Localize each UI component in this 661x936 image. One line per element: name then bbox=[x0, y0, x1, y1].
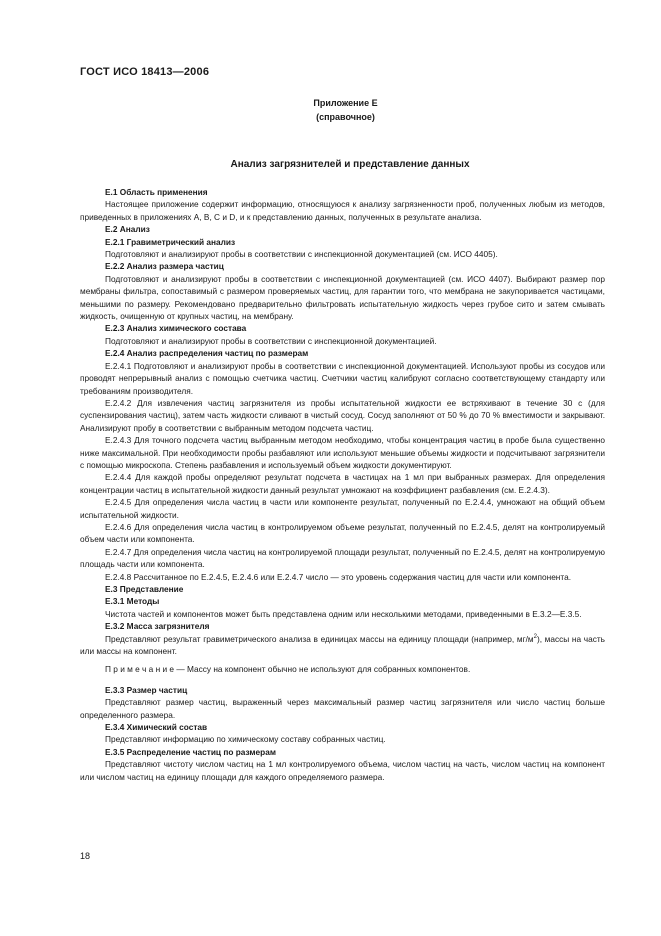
document-body bbox=[80, 186, 605, 783]
section-heading: Е.2 Анализ bbox=[105, 224, 150, 235]
section-heading: Е.1 Область применения bbox=[105, 187, 208, 197]
paragraph: Е.2.4.2 Для извлечения частиц загрязнителя из пробы испытательной жидкости ее встряхивают в течение 30 с (для суспензирования частиц), затем часть жидкости сливают в чистый сосуд. Сосуд заполняют от 50 % до 70 % вместимости и закрывают. Анализируют пробу в соответствии с выбранным методом подсчета частиц. bbox=[80, 397, 605, 433]
paragraph: Настоящее приложение содержит информацию, относящуюся к анализу загрязненности проб, полученных любым из методов, приведенных в приложениях А, В, С и D, и к представлению данных, полученных в результате анализа. bbox=[80, 199, 605, 222]
paragraph: Е.2.4.6 Для определения числа частиц в контролируемом объеме результат, полученный по Е.2.4.5, делят на контролируемый объем части или компонента. bbox=[80, 521, 605, 545]
paragraph-text: ), массы на часть или массы на компонент. bbox=[80, 633, 605, 657]
section-heading: Е.3.1 Методы bbox=[105, 596, 160, 607]
paragraph: Е.2.4.5 Для определения числа частиц в части или компоненте результат, полученный по Е.2.4.4, умножают на общий объем испытательной жидкости. bbox=[80, 497, 605, 520]
section-heading: Е.2.3 Анализ химического состава bbox=[105, 323, 247, 334]
paragraph: Е.2.4.7 Для определения числа частиц на контролируемой площади результат, полученный по Е.2.4.5, делят на контролируемую площадь части или компонента. bbox=[80, 546, 605, 570]
paragraph: Е.2.4.1 Подготовляют и анализируют пробы в соответствии с инспекционной документацией. Используют пробы из сосудов или проводят непрерывный анализ с помощью счетчика частиц. Счетчики частиц калибруют согласно соответствующему стандарту или требованиям производителя. bbox=[80, 360, 605, 396]
note bbox=[80, 663, 605, 675]
paragraph-text: Представляют результат гравиметрического анализа в единицах массы на единицу площади (например, мг/м bbox=[105, 633, 534, 644]
paragraph: Представляют размер частиц, выраженный через максимальный размер частиц загрязнителя или число частиц больше определенного размера. bbox=[80, 697, 605, 720]
annex-heading bbox=[0, 96, 661, 124]
section-heading: Е.3.5 Распределение частиц по размерам bbox=[105, 746, 276, 757]
paragraph: Представляют информацию по химическому составу собранных частиц. bbox=[105, 734, 386, 745]
paragraph: Подготовляют и анализируют пробы в соответствии с инспекционной документацией (см. ИСО 4407). Выбирают размер пор мембраны фильтра, сопоставимый с размером проверяемых частиц, для гарантии того, что мембрана не закупоривается частицами, меньшими по размеру. Рекомендовано предварительно фильтровать испытательную жидкость через грубое сито и затем смывать жидкость, очищенную от крупных частиц, на мембрану. bbox=[80, 273, 605, 322]
annex-subtitle: (справочное) bbox=[316, 112, 375, 122]
section-heading: Е.2.4 Анализ распределения частиц по размерам bbox=[105, 348, 309, 359]
paragraph: Подготовляют и анализируют пробы в соответствии с инспекционной документацией (см. ИСО 4405). bbox=[105, 249, 498, 260]
document-header: ГОСТ ИСО 18413—2006 bbox=[80, 66, 210, 78]
superscript: 2 bbox=[533, 633, 537, 640]
section-heading: Е.3.3 Размер частиц bbox=[105, 684, 188, 695]
note-text: — Массу на компонент обычно не используют для собранных компонентов. bbox=[174, 664, 471, 675]
section-heading: Е.3 Представление bbox=[105, 584, 184, 594]
paragraph: Е.2.4.8 Рассчитанное по Е.2.4.5, Е.2.4.6 или Е.2.4.7 число — это уровень содержания частиц для части или компонента. bbox=[105, 571, 572, 582]
section-title: Анализ загрязнителей и представление данных bbox=[230, 159, 470, 170]
paragraph: Представляют чистоту числом частиц на 1 мл контролируемого объема, числом частиц на часть, числом частиц на компонент или числом частиц на единицу площади для каждого определяемого размера. bbox=[80, 759, 605, 782]
note-label: П р и м е ч а н и е bbox=[105, 664, 175, 675]
section-heading: Е.3.4 Химический состав bbox=[105, 722, 208, 733]
paragraph: Е.2.4.3 Для точного подсчета частиц выбранным методом необходимо, чтобы концентрация частиц в пробе была существенно ниже максимальной. При необходимости пробы разбавляют или используют меньшие объемы жидкости и подсчитывают загрязнители с помощью микроскопа. Степень разбавления и используемый объем жидкости документируют. bbox=[80, 435, 605, 470]
paragraph bbox=[80, 633, 605, 658]
page-number: 18 bbox=[80, 851, 91, 861]
paragraph: Подготовляют и анализируют пробы в соответствии с инспекционной документацией. bbox=[105, 335, 437, 346]
section-heading: Е.2.1 Гравиметрический анализ bbox=[105, 236, 236, 247]
section-heading: Е.3.2 Масса загрязнителя bbox=[105, 621, 210, 632]
paragraph: Чистота частей и компонентов может быть представлена одним или несколькими методами, приведенными в Е.3.2—Е.3.5. bbox=[105, 608, 582, 619]
annex-title: Приложение Е bbox=[313, 98, 378, 108]
paragraph: Е.2.4.4 Для каждой пробы определяют результат подсчета в частицах на 1 мл при выбранных размерах. Для определения концентрации частиц в испытательной жидкости данный результат умножают на коэффициент разбавления (см. Е.2.4.3). bbox=[80, 472, 605, 495]
section-heading: Е.2.2 Анализ размера частиц bbox=[105, 261, 224, 272]
